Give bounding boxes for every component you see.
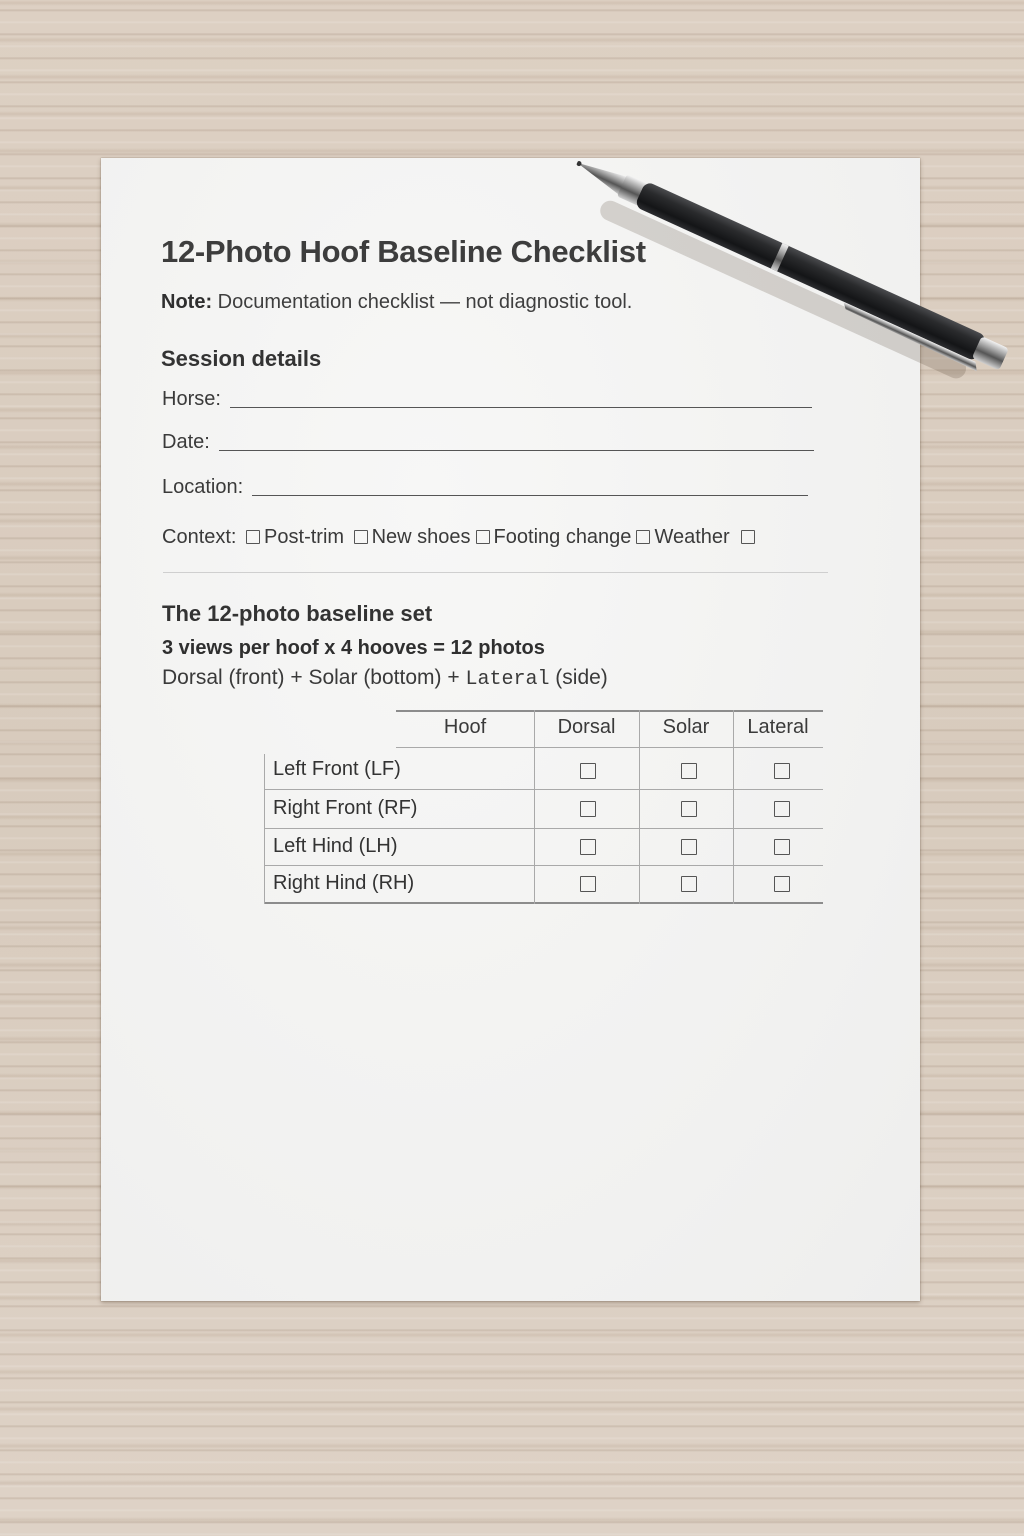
rh-dorsal-checkbox[interactable] [580, 876, 596, 892]
horse-label: Horse: [162, 388, 221, 410]
new-shoes-label: New shoes [371, 526, 471, 548]
table-left-rule [264, 754, 265, 904]
post-trim-checkbox[interactable] [246, 530, 260, 544]
rh-solar-checkbox[interactable] [681, 876, 697, 892]
baseline-views-description [162, 666, 608, 691]
lh-dorsal-checkbox[interactable] [580, 839, 596, 855]
lf-solar-checkbox[interactable] [681, 763, 697, 779]
weather-checkbox[interactable] [636, 530, 650, 544]
lf-dorsal-checkbox[interactable] [580, 763, 596, 779]
row-label-left-front: Left Front (LF) [273, 758, 401, 780]
table-col-rule [534, 710, 535, 904]
baseline-set-heading: The 12-photo baseline set [162, 601, 433, 626]
table-top-rule [396, 710, 823, 712]
weather-label: Weather [654, 526, 730, 548]
views-text-3: (side) [549, 666, 608, 689]
post-trim-label: Post-trim [264, 526, 345, 548]
baseline-formula: 3 views per hoof x 4 hooves = 12 photos [162, 637, 545, 659]
row-label-left-hind: Left Hind (LH) [273, 835, 398, 857]
column-header-lateral: Lateral [747, 716, 809, 738]
table-row-rule [264, 789, 823, 790]
location-label: Location: [162, 476, 244, 498]
new-shoes-checkbox[interactable] [354, 530, 368, 544]
table-col-rule [639, 710, 640, 904]
footing-change-checkbox[interactable] [476, 530, 490, 544]
column-header-solar: Solar [662, 716, 710, 738]
session-details-heading: Session details [161, 346, 322, 371]
horse-input-line[interactable] [230, 406, 812, 408]
location-field[interactable] [162, 476, 808, 499]
lf-lateral-checkbox[interactable] [774, 763, 790, 779]
row-label-right-front: Right Front (RF) [273, 797, 418, 819]
table-row-rule [264, 828, 823, 829]
context-label: Context: [162, 526, 237, 548]
table-row-rule [264, 865, 823, 866]
horse-field[interactable] [162, 388, 812, 411]
rf-lateral-checkbox[interactable] [774, 801, 790, 817]
table-bottom-rule [264, 902, 823, 904]
column-header-dorsal: Dorsal [557, 716, 616, 738]
document-title: 12-Photo Hoof Baseline Checklist [161, 234, 646, 269]
rf-solar-checkbox[interactable] [681, 801, 697, 817]
column-header-hoof: Hoof [443, 716, 487, 738]
row-label-right-hind: Right Hind (RH) [273, 872, 415, 894]
location-input-line[interactable] [252, 494, 808, 496]
date-field[interactable] [162, 431, 814, 454]
table-header-rule [396, 747, 823, 748]
rf-dorsal-checkbox[interactable] [580, 801, 596, 817]
lh-lateral-checkbox[interactable] [774, 839, 790, 855]
footing-change-label: Footing change [493, 526, 632, 548]
views-text-1: Dorsal (front) + Solar (bottom) + [162, 666, 466, 689]
weather-extra-checkbox[interactable] [741, 530, 755, 544]
lh-solar-checkbox[interactable] [681, 839, 697, 855]
note-text: Documentation checklist — not diagnostic tool. [217, 291, 633, 313]
table-col-rule [733, 710, 734, 904]
disclaimer-note [161, 291, 632, 314]
views-text-lateral: Lateral [465, 668, 550, 691]
date-input-line[interactable] [219, 449, 814, 451]
note-label: Note: [161, 291, 213, 313]
context-options [162, 526, 759, 549]
photo-checklist-table [264, 710, 823, 904]
rh-lateral-checkbox[interactable] [774, 876, 790, 892]
date-label: Date: [162, 431, 210, 453]
section-divider [163, 572, 828, 573]
